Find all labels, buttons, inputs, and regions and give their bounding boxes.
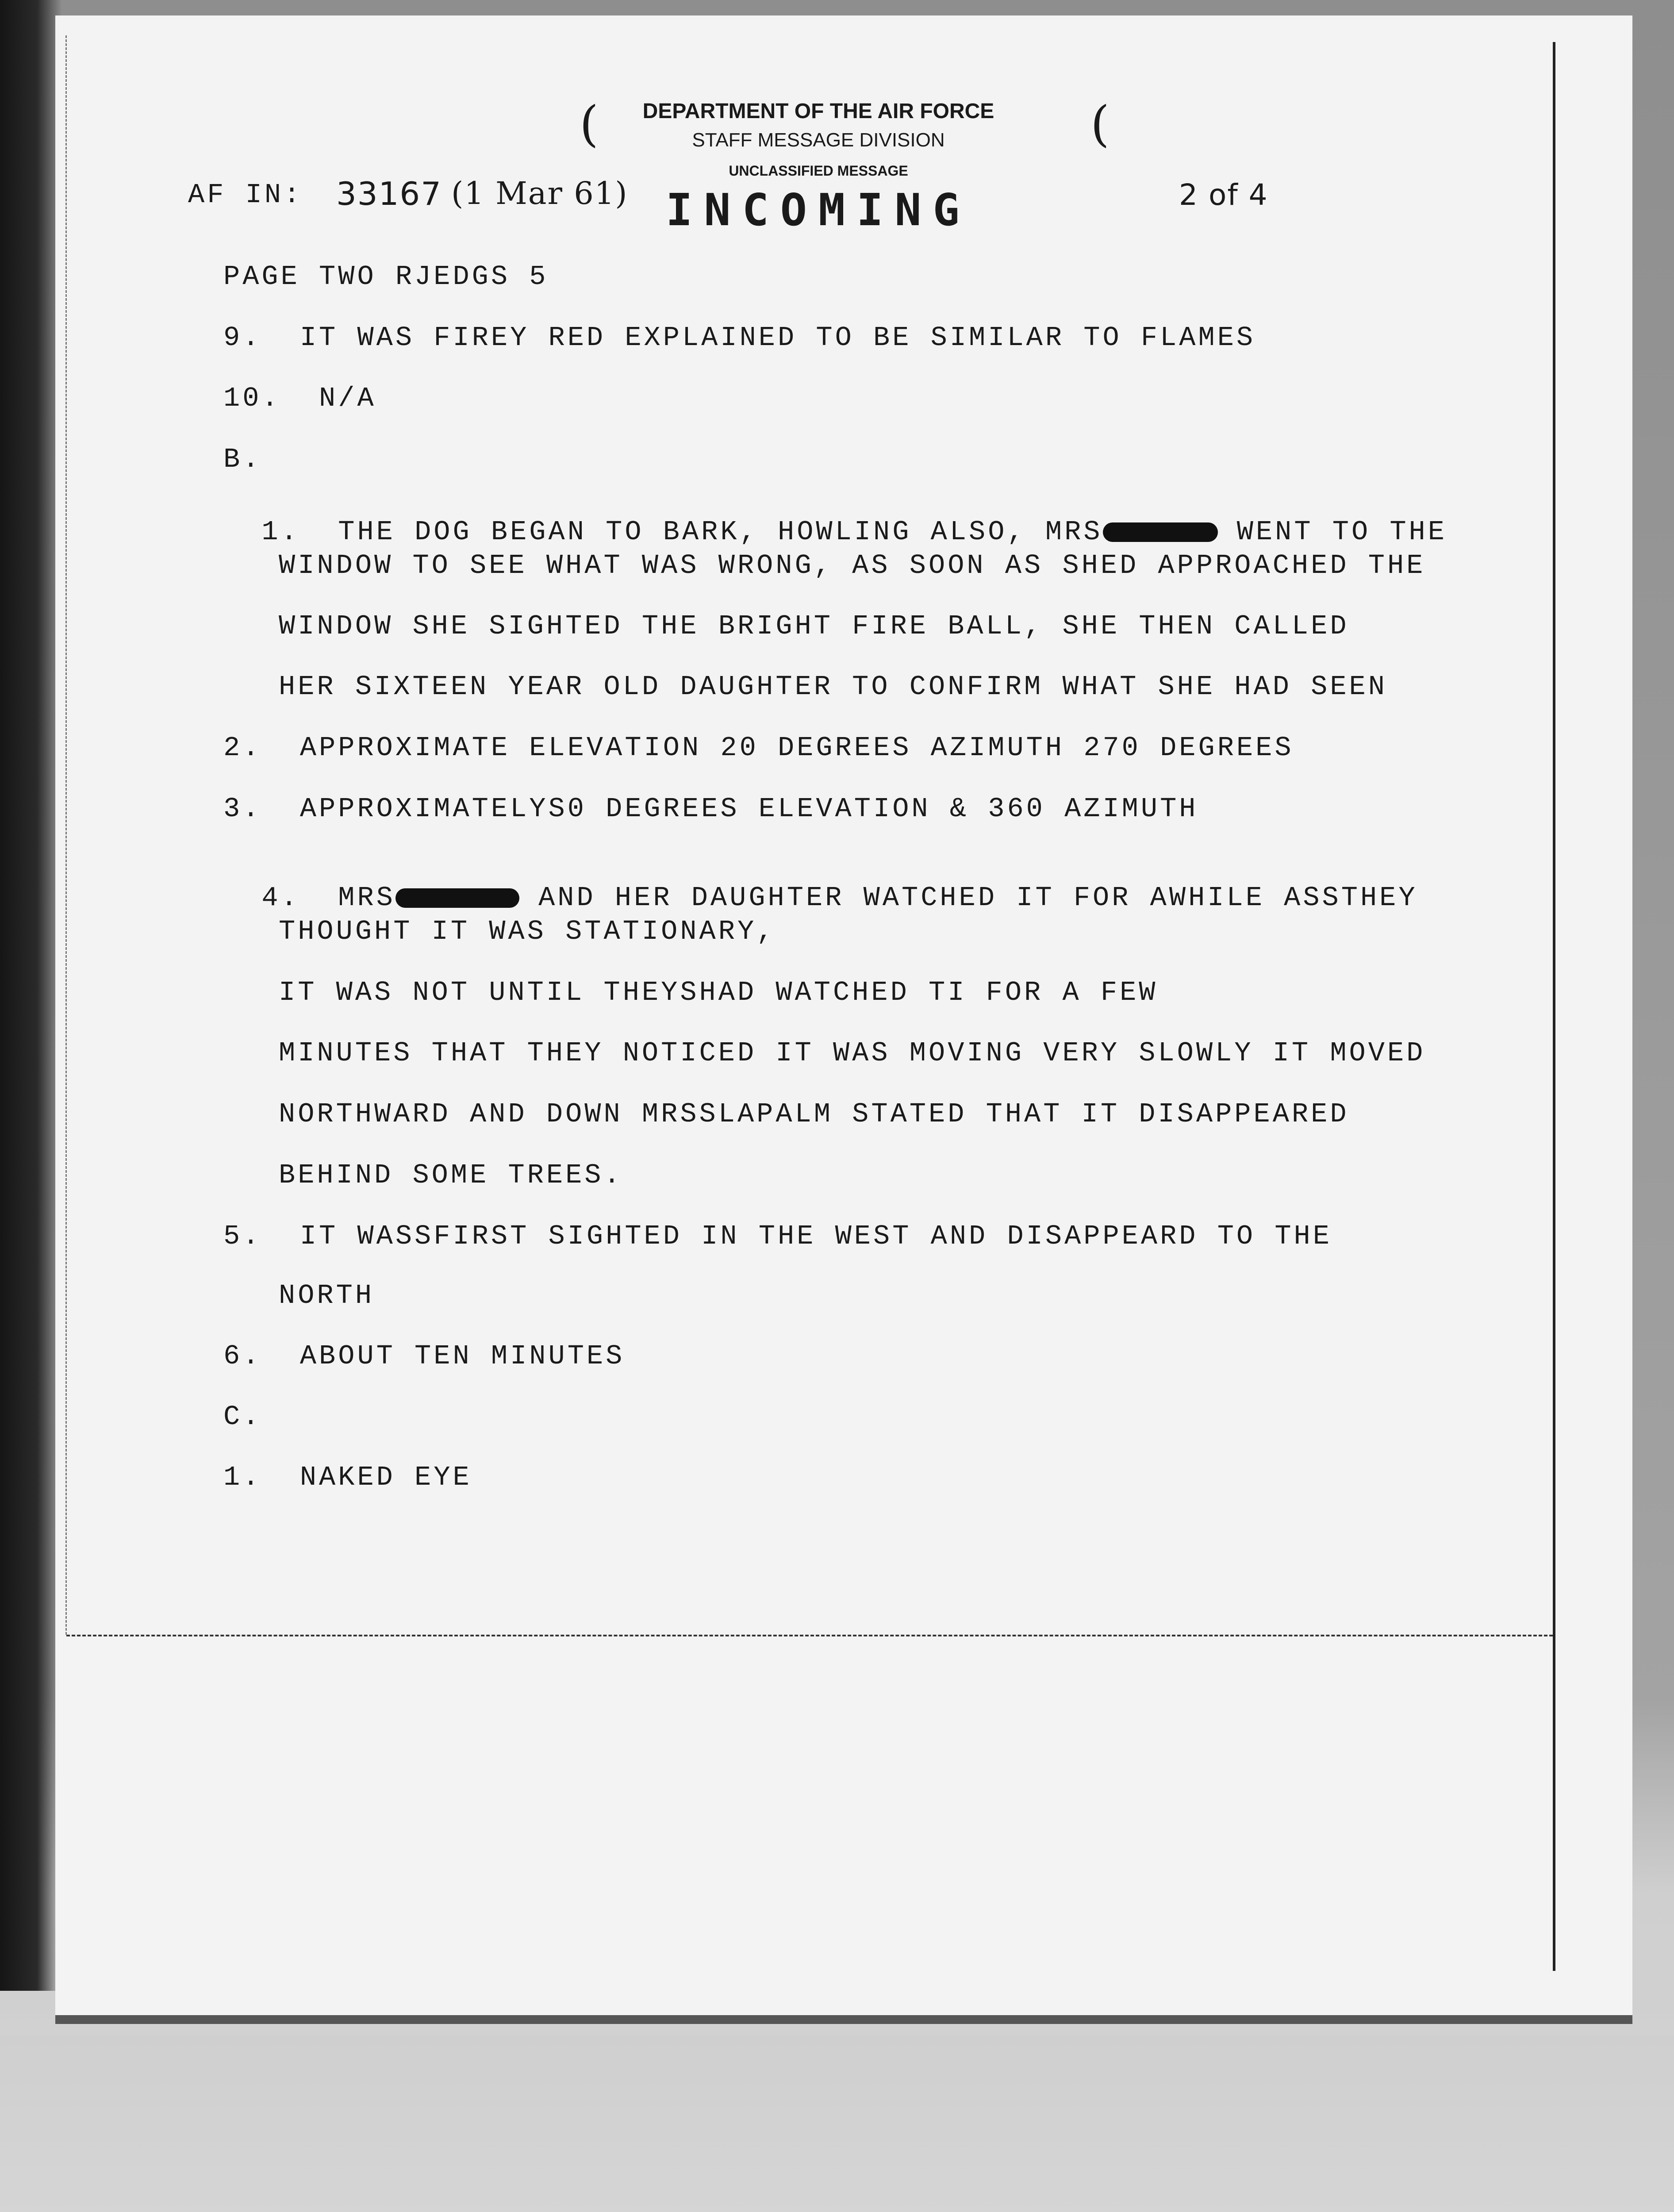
b5-line-2: NORTH <box>279 1280 375 1311</box>
c1-line: 1. NAKED EYE <box>223 1462 472 1493</box>
right-paren-mark: ( <box>1090 96 1110 152</box>
b4-line-1-end: AND HER DAUGHTER WATCHED IT FOR AWHILE ASSTHEY <box>519 882 1418 914</box>
department-heading: DEPARTMENT OF THE AIR FORCE <box>642 100 994 123</box>
b4-line-3: IT WAS NOT UNTIL THEYSHAD WATCHED TI FOR A FEW <box>279 977 1158 1008</box>
b1-line-3: WINDOW SHE SIGHTED THE BRIGHT FIRE BALL, SHE THEN CALLED <box>279 611 1349 642</box>
division-heading: STAFF MESSAGE DIVISION <box>692 129 945 151</box>
b1-line-2: WINDOW TO SEE WHAT WAS WRONG, AS SOON AS SHED APPROACHED THE <box>279 550 1426 581</box>
b1-line-4: HER SIXTEEN YEAR OLD DAUGHTER TO CONFIRM WHAT SHE HAD SEEN <box>279 671 1387 703</box>
af-in-number: 33167 <box>336 175 442 212</box>
item-9: 9. IT WAS FIREY RED EXPLAINED TO BE SIMILAR TO FLAMES <box>223 322 1256 353</box>
b4-line-4: MINUTES THAT THEY NOTICED IT WAS MOVING VERY SLOWLY IT MOVED <box>279 1037 1426 1069</box>
message-type-heading: INCOMING <box>666 184 971 236</box>
page-line: PAGE TWO RJEDGS 5 <box>223 261 549 292</box>
message-page <box>55 15 1632 2015</box>
underlying-sheet <box>0 2035 1674 2212</box>
b4-line-5: NORTHWARD AND DOWN MRSSLAPALM STATED THAT IT DISAPPEARED <box>279 1098 1349 1130</box>
bottom-perforation-rule <box>66 1635 1553 1636</box>
b4-line-6: BEHIND SOME TREES. <box>279 1160 623 1191</box>
scan-edge-shadow <box>0 0 62 1991</box>
b1-line-1 <box>223 491 1447 546</box>
right-margin-rule <box>1553 42 1555 1971</box>
b3-line: 3. APPROXIMATELYS0 DEGREES ELEVATION & 360 AZIMUTH <box>223 793 1198 825</box>
b4-line-2: THOUGHT IT WAS STATIONARY, <box>279 916 776 947</box>
b5-line-1: 5. IT WASSFIRST SIGHTED IN THE WEST AND DISAPPEARD TO THE <box>223 1221 1332 1252</box>
page-count: 2 of 4 <box>1179 178 1268 212</box>
b1-line-1-end: WENT TO THE <box>1217 516 1447 548</box>
af-in-date: (1 Mar 61) <box>451 175 628 211</box>
section-c: C. <box>223 1401 262 1432</box>
b4-line-1-start: 4. MRS <box>261 882 395 914</box>
left-margin-rule <box>65 35 67 1635</box>
b6-line: 6. ABOUT TEN MINUTES <box>223 1340 625 1372</box>
af-in-label: AF IN: <box>188 179 303 211</box>
b1-line-1-start: 1. THE DOG BEGAN TO BARK, HOWLING ALSO, MRS <box>261 516 1103 548</box>
b4-line-1 <box>223 857 1418 912</box>
left-paren-mark: ( <box>580 96 599 152</box>
classification-heading: UNCLASSIFIED MESSAGE <box>729 163 908 179</box>
b2-line: 2. APPROXIMATE ELEVATION 20 DEGREES AZIMUTH 270 DEGREES <box>223 732 1294 764</box>
item-10: 10. N/A <box>223 383 376 414</box>
redaction-bar <box>395 888 519 908</box>
redaction-bar <box>1103 522 1218 542</box>
section-b: B. <box>223 444 262 475</box>
